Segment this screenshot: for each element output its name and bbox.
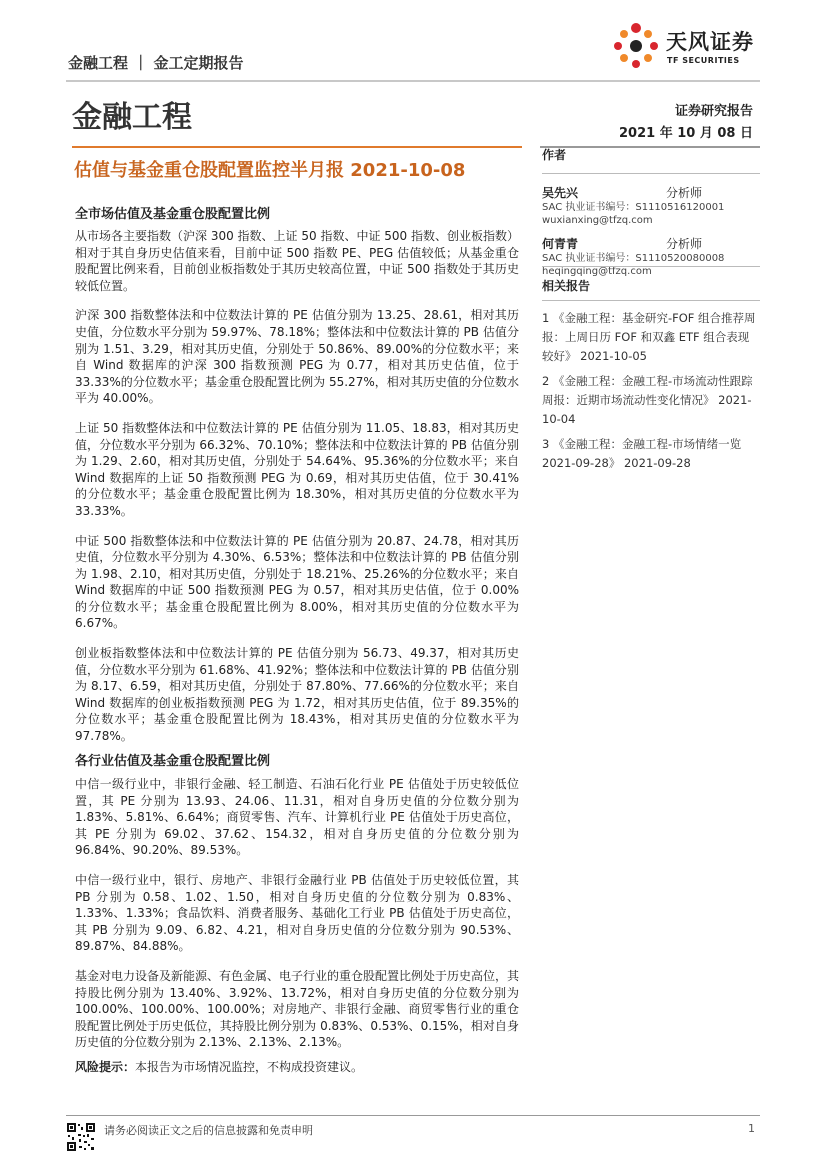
- section-title-industry: 各行业估值及基金重仓股配置比例: [75, 754, 271, 769]
- section-market-body: [75, 228, 519, 758]
- authors-label: 作者: [542, 148, 567, 162]
- related-label: 相关报告: [542, 279, 591, 293]
- title-divider: [72, 146, 522, 148]
- header-divider: [66, 80, 760, 82]
- page-number: 1: [748, 1122, 755, 1135]
- author-block: [542, 184, 760, 227]
- authors-divider: [542, 163, 760, 174]
- author-row: [542, 235, 702, 252]
- paragraph: 基金对电力设备及新能源、有色金属、电子行业的重仓股配置比例处于历史高位，其持股比例分别为 13.40%、3.92%、13.72%，相对自身历史值的分位数分别为 100.00%、100.00%、100.00%；对房地产、非银行金融、商贸零售行业的重仓股配置比例处于历史低位，其持股比例分别为 0.83%、0.53%、0.15%，相对自身历史值的分位数分别为 2.13%、2.13%、2.13%。: [75, 968, 520, 1050]
- logo-text-cn: 天风证券: [666, 30, 754, 54]
- author-cert: SAC 执业证书编号：S1110516120001: [542, 202, 725, 213]
- report-date: 2021 年 10 月 08 日: [619, 126, 753, 141]
- section-industry-body: [75, 776, 519, 1064]
- paragraph: 上证 50 指数整体法和中位数法计算的 PE 估值分别为 11.05、18.83，相对其历史值，分位数水平分别为 66.32%、70.10%；整体法和中位数法计算的 PB 估值分别为 1.29、2.60，相对其历史值，分别处于 54.64%、95.36%的分位数水平；来自 Wind 数据库的上证 50 指数预测 PEG 为 0.69，相对其历史估值，位于 30.41%的分位数水平；基金重仓股配置比例为 18.30%，相对其历史值的分位数水平为 33.33%。: [75, 420, 519, 518]
- risk-text: 本报告为市场情况监控，不构成投资建议。: [135, 1060, 364, 1074]
- related-report-item[interactable]: 1 《金融工程：基金研究-FOF 组合推荐周报：上周日历 FOF 和双鑫 ETF 组合表现较好》 2021-10-05: [542, 311, 756, 363]
- qr-code-icon: [66, 1122, 96, 1152]
- author-name: 吴先兴: [542, 186, 579, 200]
- section-title-market: 全市场估值及基金重仓股配置比例: [75, 207, 271, 222]
- author-email[interactable]: heqingqing@tfzq.com: [542, 266, 652, 277]
- author-email[interactable]: wuxianxing@tfzq.com: [542, 215, 653, 226]
- report-category: 金融工程 ｜ 金工定期报告: [68, 54, 244, 72]
- paragraph: 创业板指数整体法和中位数法计算的 PE 估值分别为 56.73、49.37，相对其历史值，分位数水平分别为 61.68%、41.92%；整体法和中位数法计算的 PB 估值分别为 8.17、6.59，相对其历史值，分别处于 87.80%、77.66%的分位数水平；来自 Wind 数据库的创业板指数预测 PEG 为 1.72，相对其历史估值，位于 89.35%的分位数水平；基金重仓股配置比例为 18.43%，相对其历史值的分位数水平为 97.78%。: [75, 646, 519, 744]
- author-row: [542, 184, 702, 201]
- paragraph: 从市场各主要指数（沪深 300 指数、上证 50 指数、中证 500 指数、创业板指数）相对于其自身历史估值来看，目前中证 500 指数 PE、PEG 估值较低；从基金重仓股配置比例来看，目前创业板指数处于其历史较高位置，中证 500 指数处于其历史较低位置。: [75, 229, 519, 293]
- risk-warning: [75, 1058, 363, 1075]
- logo-text-en: TF SECURITIES: [667, 56, 740, 65]
- report-type: 证券研究报告: [674, 104, 753, 119]
- related-report-item[interactable]: 3 《金融工程：金融工程-市场情绪一览 2021-09-28》 2021-09-28: [542, 437, 742, 470]
- paragraph: 中信一级行业中，非银行金融、轻工制造、石油石化行业 PE 估值处于历史较低位置，其 PE 分别为 13.93、24.06、11.31，相对自身历史值的分位数分别为 1.83%、5.81%、6.64%；商贸零售、汽车、计算机行业 PE 估值处于历史高位，其 PE 分别为 69.02、37.62、154.32，相对自身历史值的分位数分别为 96.84%、90.20%、89.53%。: [75, 777, 519, 858]
- sidebar-related: [542, 266, 760, 479]
- footer-divider: [66, 1115, 760, 1116]
- related-divider: [542, 294, 760, 301]
- author-name: 何青青: [542, 237, 579, 251]
- page-title: 金融工程: [72, 100, 192, 135]
- paragraph: 沪深 300 指数整体法和中位数法计算的 PE 估值分别为 13.25、28.61，相对其历史值，分位数水平分别为 59.97%、78.18%；整体法和中位数法计算的 PB 估值分别为 1.51、3.29，相对其历史值，分别处于 50.86%、89.00%的分位数水平；来自 Wind 数据库的沪深 300 指数预测 PEG 为 0.77，相对其历史估值，位于 33.33%的分位数水平；基金重仓股配置比例为 55.27%，相对其历史值的分位数水平为 40.00%。: [75, 308, 519, 406]
- paragraph: 中证 500 指数整体法和中位数法计算的 PE 估值分别为 20.87、24.78，相对其历史值，分位数水平分别为 4.30%、6.53%；整体法和中位数法计算的 PB 估值分别为 1.98、2.10，相对其历史值，分别处于 18.21%、25.26%的分位数水平；来自 Wind 数据库的中证 500 指数预测 PEG 为 0.57，相对其历史估值，位于 0.00%的分位数水平；基金重仓股配置比例为 8.00%，相对其历史值的分位数水平为 6.67%。: [75, 533, 519, 631]
- footer-disclaimer[interactable]: 请务必阅读正文之后的信息披露和免责申明: [104, 1124, 313, 1137]
- logo-mark-icon: [610, 20, 662, 70]
- tf-securities-logo: [610, 20, 760, 70]
- report-subtitle: 估值与基金重仓股配置监控半月报 2021-10-08: [74, 160, 466, 181]
- sidebar-authors: [542, 146, 760, 278]
- author-role: 分析师: [665, 186, 702, 200]
- author-role: 分析师: [665, 237, 702, 251]
- related-report-item[interactable]: 2 《金融工程：金融工程-市场流动性跟踪周报：近期市场流动性变化情况》 2021-10-04: [542, 374, 753, 426]
- paragraph: 中信一级行业中，银行、房地产、非银行金融行业 PB 估值处于历史较低位置，其 PB 分别为 0.58、1.02、1.50，相对自身历史值的分位数分别为 0.83%、1.33%、1.33%；食品饮料、消费者服务、基础化工行业 PB 估值处于历史高位，其 PB 分别为 9.09、6.82、4.21，相对自身历史值的分位数分别为 90.53%、89.87%、84.88%。: [75, 872, 519, 954]
- risk-label: 风险提示：: [75, 1060, 136, 1074]
- author-cert: SAC 执业证书编号：S1110520080008: [542, 253, 725, 264]
